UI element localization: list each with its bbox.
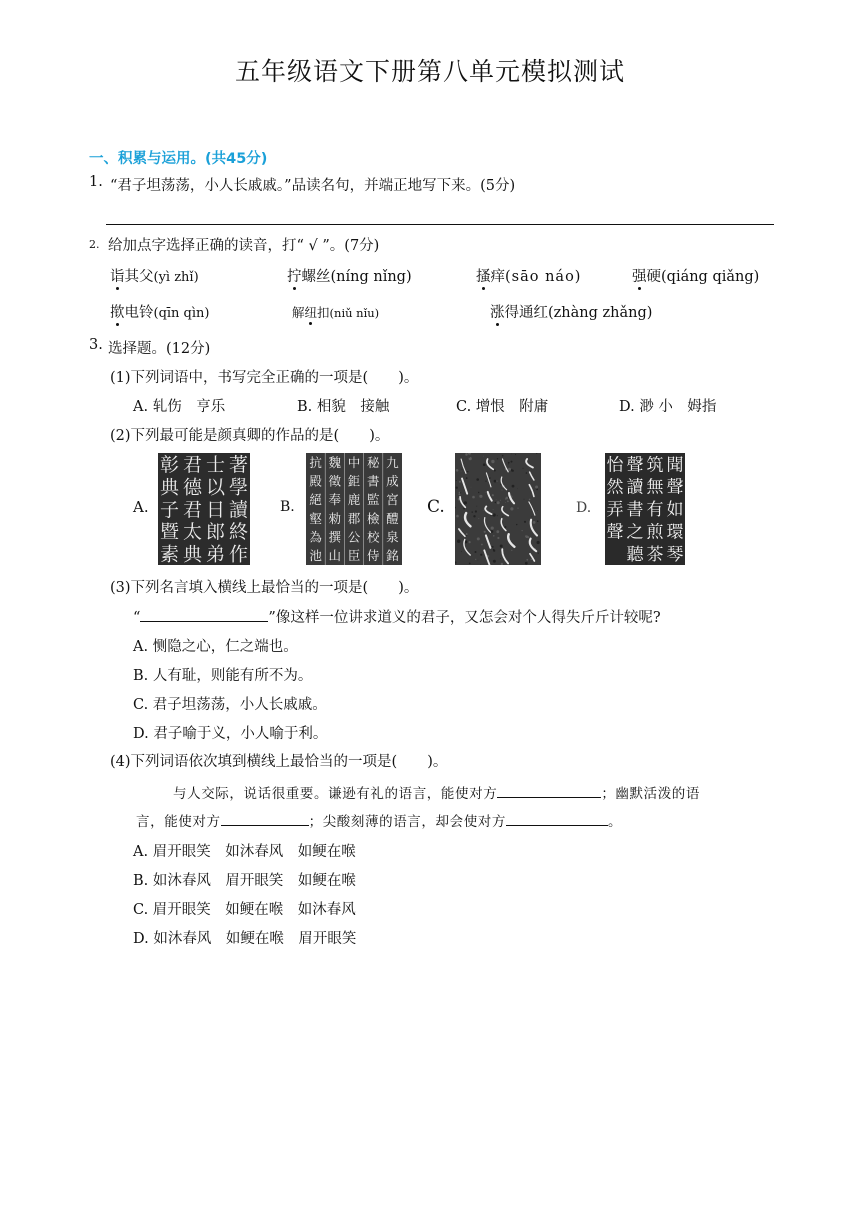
- stone-texture: [461, 551, 462, 552]
- stone-texture: [535, 486, 538, 489]
- stone-texture: [516, 524, 517, 525]
- stone-texture: [478, 560, 479, 561]
- calligraphy-character: 宮: [386, 492, 399, 508]
- fill-blank[interactable]: [497, 796, 601, 798]
- stone-texture: [510, 507, 513, 510]
- calligraphy-label-a[interactable]: A.: [133, 498, 149, 516]
- calligraphy-character: 郎: [205, 521, 226, 544]
- stone-texture: [466, 477, 468, 479]
- calligraphy-character: 茶: [646, 544, 664, 565]
- pinyin-item-6[interactable]: [292, 303, 379, 321]
- stone-texture: [508, 462, 510, 464]
- calligraphy-character: 有: [646, 500, 664, 521]
- pinyin-item-4[interactable]: [632, 265, 759, 286]
- stone-texture: [483, 463, 486, 466]
- passage-text: 。: [608, 814, 623, 830]
- calligraphy-character: 聞: [666, 455, 684, 476]
- stone-texture: [493, 560, 496, 563]
- calligraphy-character: 讀: [626, 477, 644, 498]
- calligraphy-character: 鉅: [347, 473, 361, 489]
- stone-texture: [485, 492, 486, 493]
- pinyin-item-2[interactable]: [287, 265, 412, 286]
- stone-texture: [469, 457, 472, 460]
- calligraphy-character: 弄: [606, 500, 624, 521]
- stone-texture: [456, 480, 457, 481]
- stone-texture: [480, 554, 482, 556]
- stone-texture: [476, 506, 477, 507]
- stone-texture: [495, 502, 497, 504]
- dotted-char: 涨: [490, 301, 505, 322]
- calligraphy-character: 公: [347, 529, 361, 545]
- section-heading: 一、积累与运用。(共45分): [89, 151, 268, 167]
- option-b[interactable]: B. 相貌 接触: [297, 399, 390, 415]
- calligraphy-character: 德: [182, 476, 203, 499]
- calligraphy-character: 琴: [666, 544, 684, 565]
- answer-line[interactable]: [106, 224, 774, 225]
- rubbing-background: [455, 453, 541, 565]
- stone-texture: [496, 530, 499, 533]
- option-d[interactable]: D. 如沐春风 如鲠在喉 眉开眼笑: [133, 931, 357, 947]
- calligraphy-character: 學: [228, 476, 249, 499]
- calligraphy-character: 怡: [606, 455, 624, 476]
- stone-texture: [536, 489, 538, 491]
- pinyin-options: (sāo náo): [505, 269, 582, 285]
- option-d[interactable]: D. 君子喻于义，小人喻于利。: [133, 726, 328, 742]
- fill-blank[interactable]: [140, 620, 268, 622]
- dotted-char: 纽: [304, 305, 318, 320]
- stone-texture: [508, 464, 509, 465]
- calligraphy-character: 書: [626, 500, 644, 521]
- calligraphy-character: 九: [386, 454, 399, 470]
- question-3-number: 3.: [89, 337, 103, 353]
- stone-texture: [501, 563, 503, 565]
- stem: (2)下列最可能是颜真卿的作品的是(: [110, 428, 340, 444]
- word-rest: 其父: [124, 269, 154, 285]
- stone-texture: [456, 515, 459, 518]
- calligraphy-character: 以: [205, 476, 226, 499]
- question-1-text: “君子坦荡荡，小人长戚戚。”品读名句，并端正地写下来。(5分): [110, 178, 516, 194]
- stone-texture: [508, 468, 511, 471]
- calligraphy-character: 讀: [228, 498, 249, 521]
- word-rest: 扣: [317, 305, 330, 320]
- stone-texture: [456, 469, 459, 472]
- calligraphy-character: 池: [309, 548, 322, 564]
- pinyin-options: (qiáng qiǎng): [661, 269, 760, 285]
- calligraphy-character: 魏: [328, 454, 342, 470]
- calligraphy-character: 勑: [328, 510, 342, 526]
- stone-texture: [511, 461, 513, 463]
- calligraphy-character: 徵: [328, 473, 342, 489]
- calligraphy-character: 撰: [328, 529, 342, 545]
- word-rest: 痒: [490, 269, 505, 285]
- calligraphy-character: 泉: [386, 529, 399, 545]
- stone-texture: [525, 562, 528, 565]
- calligraphy-label-d[interactable]: D.: [576, 500, 592, 516]
- stone-texture: [502, 455, 504, 457]
- stone-texture: [526, 559, 528, 561]
- stem-end: )。: [398, 370, 419, 386]
- pinyin-options: (yì zhǐ): [153, 270, 199, 285]
- stone-texture: [523, 468, 524, 469]
- stone-texture: [462, 469, 463, 470]
- word-pre: 解: [292, 305, 305, 320]
- option-c[interactable]: C. 眉开眼笑 如鲠在喉 如沐春风: [133, 902, 356, 918]
- stone-texture: [497, 515, 498, 516]
- stone-texture: [489, 485, 490, 486]
- calligraphy-image-a[interactable]: [158, 453, 250, 565]
- stone-texture: [500, 545, 503, 548]
- calligraphy-character: 筑: [646, 455, 664, 476]
- pinyin-options: (qīn qìn): [153, 306, 210, 321]
- calligraphy-character: 山: [328, 548, 342, 564]
- stone-texture: [537, 510, 538, 511]
- stone-texture: [475, 559, 476, 560]
- page-title: 五年级语文下册第八单元模拟测试: [234, 57, 625, 86]
- stone-texture: [505, 502, 506, 503]
- stone-texture: [489, 477, 491, 479]
- stone-texture: [473, 515, 475, 517]
- calligraphy-character: 弟: [205, 543, 226, 565]
- stone-texture: [491, 527, 494, 530]
- stem-end: )。: [427, 754, 448, 770]
- stone-texture: [492, 546, 494, 548]
- stone-texture: [517, 489, 518, 490]
- calligraphy-character: 煎: [646, 522, 664, 543]
- calligraphy-image-c[interactable]: [455, 453, 541, 565]
- calligraphy-character: 醴: [386, 510, 399, 526]
- stone-texture: [537, 520, 539, 522]
- option-c[interactable]: C. 君子坦荡荡，小人长戚戚。: [133, 697, 327, 713]
- passage-line-2: [136, 810, 622, 830]
- stone-texture: [493, 513, 496, 516]
- pinyin-item-1[interactable]: [110, 265, 199, 286]
- stone-texture: [483, 456, 484, 457]
- calligraphy-character: 中: [347, 454, 361, 470]
- stone-texture: [511, 454, 512, 455]
- calligraphy-character: 日: [205, 498, 226, 521]
- word-rest: 硬: [646, 269, 661, 285]
- stone-texture: [502, 490, 503, 491]
- calligraphy-character: 殿: [309, 473, 322, 489]
- stem: (3)下列名言填入横线上最恰当的一项是(: [110, 580, 369, 596]
- dotted-char: 搔: [476, 265, 491, 286]
- stone-texture: [493, 514, 494, 515]
- stone-texture: [532, 516, 533, 517]
- stone-texture: [475, 551, 477, 553]
- stone-texture: [497, 501, 500, 504]
- stone-texture: [511, 550, 512, 551]
- stone-texture: [497, 537, 499, 539]
- calligraphy-character: 無: [646, 477, 664, 498]
- stone-texture: [526, 535, 529, 538]
- calligraphy-character: 之: [626, 522, 644, 543]
- stone-texture: [459, 481, 461, 483]
- calligraphy-character: 壑: [309, 510, 322, 526]
- calligraphy-character: 秘: [366, 454, 380, 470]
- stone-texture: [484, 531, 486, 533]
- stone-texture: [538, 553, 539, 554]
- sub-question-4: [110, 750, 447, 771]
- calligraphy-character: 檢: [366, 510, 380, 526]
- option-a[interactable]: A. 眉开眼笑 如沐春风 如鲠在喉: [133, 844, 356, 860]
- quote-rest: ”像这样一位讲求道义的君子，又怎会对个人得失斤斤计较呢?: [268, 610, 661, 626]
- stone-texture: [500, 500, 501, 501]
- stone-texture: [512, 485, 515, 488]
- stone-texture: [524, 521, 526, 523]
- calligraphy-character: 君: [182, 454, 203, 477]
- pinyin-item-3[interactable]: [476, 265, 581, 286]
- stone-texture: [497, 458, 498, 459]
- stone-texture: [531, 558, 533, 560]
- stone-texture: [494, 480, 497, 483]
- stone-texture: [517, 508, 518, 509]
- calligraphy-character: 君: [182, 498, 203, 521]
- calligraphy-character: 太: [182, 521, 203, 544]
- word-rest: 螺丝: [301, 269, 331, 285]
- option-a[interactable]: A. 轧伤 亨乐: [133, 399, 226, 415]
- stem: (1)下列词语中，书写完全正确的一项是(: [110, 370, 369, 386]
- calligraphy-character: 抗: [309, 454, 322, 470]
- stone-texture: [500, 558, 501, 559]
- calligraphy-character: 環: [666, 522, 684, 543]
- stone-texture: [507, 496, 508, 497]
- dotted-char: 拧: [287, 265, 302, 286]
- stone-texture: [492, 494, 494, 496]
- calligraphy-character: 聲: [666, 477, 684, 498]
- calligraphy-character: 聲: [626, 455, 644, 476]
- calligraphy-character: 絕: [309, 492, 322, 508]
- calligraphy-rubbing-a: [158, 453, 250, 565]
- option-a[interactable]: A. 恻隐之心，仁之端也。: [133, 639, 298, 655]
- calligraphy-character: 彰: [159, 454, 180, 477]
- passage-line-1: [173, 782, 700, 802]
- passage-text: 与人交际，说话很重要。谦逊有礼的语言，能使对方: [173, 786, 498, 802]
- pinyin-options: (zhàng zhǎng): [548, 305, 653, 321]
- pinyin-options: (níng nǐng): [330, 269, 412, 285]
- calligraphy-character: 著: [228, 454, 249, 477]
- calligraphy-label-b[interactable]: B.: [280, 499, 295, 515]
- stone-texture: [465, 453, 468, 456]
- calligraphy-character: 子: [159, 498, 180, 521]
- calligraphy-character: 校: [366, 529, 380, 545]
- stone-texture: [478, 518, 479, 519]
- calligraphy-character: 聲: [606, 522, 624, 543]
- calligraphy-character: 典: [159, 476, 180, 499]
- calligraphy-image-d[interactable]: [605, 453, 685, 565]
- pinyin-options: (niǔ nǐu): [329, 306, 380, 320]
- stone-texture: [494, 470, 496, 472]
- sub-question-3: [110, 576, 418, 597]
- calligraphy-character: 如: [666, 500, 684, 521]
- stone-texture: [533, 521, 536, 524]
- stone-texture: [469, 563, 471, 565]
- stone-texture: [469, 541, 471, 543]
- question-1-number: 1.: [89, 174, 103, 190]
- stone-texture: [478, 492, 479, 493]
- calligraphy-character: 素: [159, 543, 180, 565]
- stone-texture: [476, 478, 479, 481]
- calligraphy-character: 暨: [159, 521, 180, 544]
- question-3-text: 选择题。(12分): [108, 341, 211, 357]
- stone-texture: [515, 454, 516, 455]
- dotted-char: 强: [632, 265, 647, 286]
- stone-texture: [485, 481, 486, 482]
- calligraphy-character: 典: [182, 543, 203, 565]
- dotted-char: 揿: [110, 301, 125, 322]
- stem-end: )。: [398, 580, 419, 596]
- stone-texture: [506, 497, 509, 500]
- stone-texture: [493, 509, 494, 510]
- calligraphy-character: 書: [366, 473, 380, 489]
- option-b[interactable]: B. 如沐春风 眉开眼笑 如鲠在喉: [133, 873, 356, 889]
- stone-texture: [471, 487, 472, 488]
- calligraphy-character: 臣: [347, 548, 361, 564]
- calligraphy-character: 終: [228, 521, 249, 544]
- stem: (4)下列词语依次填到横线上最恰当的一项是(: [110, 754, 398, 770]
- stone-texture: [491, 460, 494, 463]
- calligraphy-character: 侍: [366, 548, 380, 564]
- calligraphy-character: 成: [386, 473, 399, 489]
- stone-texture: [524, 499, 525, 500]
- calligraphy-rubbing-b: [306, 453, 402, 565]
- stone-texture: [529, 499, 531, 501]
- calligraphy-character: 然: [606, 477, 624, 498]
- calligraphy-character: 為: [309, 529, 322, 545]
- stem-end: )。: [369, 428, 390, 444]
- calligraphy-character: 聽: [626, 544, 644, 565]
- question-2-text: 给加点字选择正确的读音，打“ √ ”。(7分): [108, 238, 380, 254]
- quote-line: [133, 606, 661, 627]
- stone-texture: [507, 500, 509, 502]
- stone-texture: [479, 495, 482, 498]
- pinyin-item-5[interactable]: [110, 301, 209, 322]
- stone-texture: [496, 499, 497, 500]
- stone-texture: [461, 471, 462, 472]
- fill-blank[interactable]: [221, 824, 309, 826]
- stone-texture: [477, 537, 480, 540]
- calligraphy-character: 銘: [386, 548, 399, 564]
- stone-texture: [504, 526, 506, 528]
- calligraphy-character: 監: [366, 492, 380, 508]
- word-rest: 电铃: [124, 305, 154, 321]
- fill-blank[interactable]: [506, 824, 608, 826]
- passage-text: 言，能使对方: [136, 814, 221, 830]
- passage-text: ；幽默活泼的语: [601, 786, 701, 802]
- stone-texture: [481, 544, 483, 546]
- stone-texture: [459, 492, 461, 494]
- calligraphy-character: 作: [228, 543, 249, 565]
- stone-texture: [522, 530, 523, 531]
- passage-text: ；尖酸刻薄的语言，却会使对方: [308, 814, 507, 830]
- calligraphy-character: 奉: [328, 492, 342, 508]
- stone-texture: [465, 533, 467, 535]
- stone-texture: [467, 471, 468, 472]
- calligraphy-rubbing-d: [605, 453, 685, 565]
- stone-texture: [472, 511, 473, 512]
- option-b[interactable]: B. 人有耻，则能有所不为。: [133, 668, 313, 684]
- pinyin-item-7[interactable]: [490, 301, 652, 322]
- stone-texture: [472, 496, 475, 499]
- calligraphy-image-b[interactable]: [306, 453, 402, 565]
- stone-texture: [483, 510, 484, 511]
- calligraphy-rubbing-c: [455, 453, 541, 565]
- stone-texture: [458, 493, 460, 495]
- dotted-char: 诣: [110, 265, 125, 286]
- option-c[interactable]: C. 增恨 附庸: [456, 399, 549, 415]
- stone-texture: [457, 540, 460, 543]
- stone-texture: [475, 510, 477, 512]
- stone-texture: [537, 541, 540, 544]
- option-d[interactable]: D. 渺 小 姆指: [619, 399, 717, 415]
- stone-texture: [493, 535, 495, 537]
- calligraphy-character: 鹿: [347, 492, 361, 508]
- question-2-number: 2.: [89, 238, 100, 251]
- stone-texture: [493, 549, 495, 551]
- calligraphy-character: 郡: [347, 510, 361, 526]
- stone-texture: [526, 472, 528, 474]
- sub-question-1: [110, 366, 418, 387]
- calligraphy-label-c[interactable]: C.: [427, 497, 445, 517]
- stone-texture: [469, 457, 470, 458]
- word-rest: 得通红: [504, 305, 548, 321]
- stone-texture: [456, 487, 458, 489]
- calligraphy-character: 士: [205, 454, 226, 477]
- sub-question-2: [110, 424, 389, 445]
- stone-texture: [502, 516, 503, 517]
- quote-open: “: [133, 610, 141, 626]
